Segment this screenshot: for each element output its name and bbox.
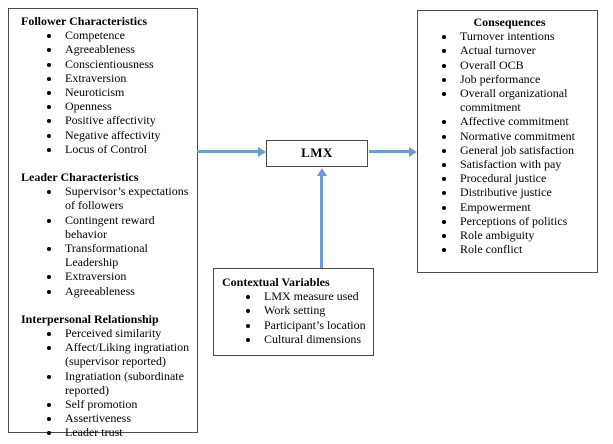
bullet-item: • Supervisor’s expectations of followers — [61, 184, 193, 212]
arrow-antecedents-to-lmx-line — [197, 150, 258, 153]
arrow-lmx-to-consequences-head-icon — [409, 147, 417, 157]
follower-characteristics-section — [21, 14, 193, 156]
bullet-item: • Perceptions of politics — [456, 214, 593, 228]
bullet-item: • Empowerment — [456, 200, 593, 214]
contextual-variables-box — [213, 268, 374, 356]
bullet-item: • Leader trust — [61, 425, 193, 439]
bullet-item: • Role ambiguity — [456, 228, 593, 242]
bullet-item: • Participant’s location — [260, 318, 369, 332]
consequences-list — [426, 29, 593, 256]
bullet-item: • Neuroticism — [61, 85, 193, 99]
bullet-item: • General job satisfaction — [456, 143, 593, 157]
antecedents-box — [8, 8, 198, 440]
contextual-variables-title: Contextual Variables — [222, 275, 330, 289]
bullet-item: • Perceived similarity — [61, 326, 193, 340]
bullet-item: • Self promotion — [61, 397, 193, 411]
arrow-lmx-to-consequences-line — [369, 150, 409, 153]
bullet-item: • Affect/Liking ingratiation (supervisor reported) — [61, 340, 193, 368]
bullet-item: • Agreeableness — [61, 284, 193, 298]
consequences-box — [417, 10, 598, 273]
bullet-item: • Extraversion — [61, 71, 193, 85]
arrow-contextual-to-lmx-line — [320, 176, 323, 268]
leader-characteristics-title: Leader Characteristics — [21, 170, 139, 185]
bullet-item: • Satisfaction with pay — [456, 157, 593, 171]
interpersonal-relationship-section — [21, 312, 193, 440]
bullet-item: • Contingent reward behavior — [61, 213, 193, 241]
bullet-item: • Transformational Leadership — [61, 241, 193, 269]
bullet-item: • Ingratiation (subordinate reported) — [61, 369, 193, 397]
follower-characteristics-list — [21, 28, 193, 156]
bullet-item: • Negative affectivity — [61, 128, 193, 142]
bullet-item: • Job performance — [456, 72, 593, 86]
bullet-item: • Affective commitment — [456, 114, 593, 128]
bullet-item: • Role conflict — [456, 242, 593, 256]
consequences-title: Consequences — [473, 15, 546, 29]
bullet-item: • Work setting — [260, 303, 369, 317]
contextual-variables-list — [222, 289, 369, 346]
bullet-item: • Agreeableness — [61, 42, 193, 56]
bullet-item: • Overall OCB — [456, 58, 593, 72]
bullet-item: • Locus of Control — [61, 142, 193, 156]
follower-characteristics-title: Follower Characteristics — [21, 14, 148, 28]
leader-characteristics-list — [21, 184, 193, 298]
bullet-item: • Assertiveness — [61, 411, 193, 425]
bullet-item: • Conscientiousness — [61, 57, 193, 71]
bullet-item: • Competence — [61, 28, 193, 42]
bullet-item: • Procedural justice — [456, 171, 593, 185]
lmx-title: LMX — [301, 145, 333, 161]
leader-characteristics-section — [21, 170, 193, 298]
bullet-item: • Normative commitment — [456, 129, 593, 143]
bullet-item: • Distributive justice — [456, 185, 593, 199]
lmx-box — [266, 140, 368, 167]
interpersonal-relationship-title: Interpersonal Relationship — [21, 311, 159, 326]
bullet-item: • Turnover intentions — [456, 29, 593, 43]
arrow-contextual-to-lmx-head-icon — [317, 168, 327, 176]
bullet-item: • Actual turnover — [456, 43, 593, 57]
bullet-item: • Openness — [61, 99, 193, 113]
bullet-item: • Overall organizational commitment — [456, 86, 593, 114]
bullet-item: • Extraversion — [61, 269, 193, 283]
bullet-item: • LMX measure used — [260, 289, 369, 303]
bullet-item: • Cultural dimensions — [260, 332, 369, 346]
arrow-antecedents-to-lmx-head-icon — [258, 147, 266, 157]
bullet-item: • Positive affectivity — [61, 113, 193, 127]
interpersonal-relationship-list — [21, 326, 193, 440]
